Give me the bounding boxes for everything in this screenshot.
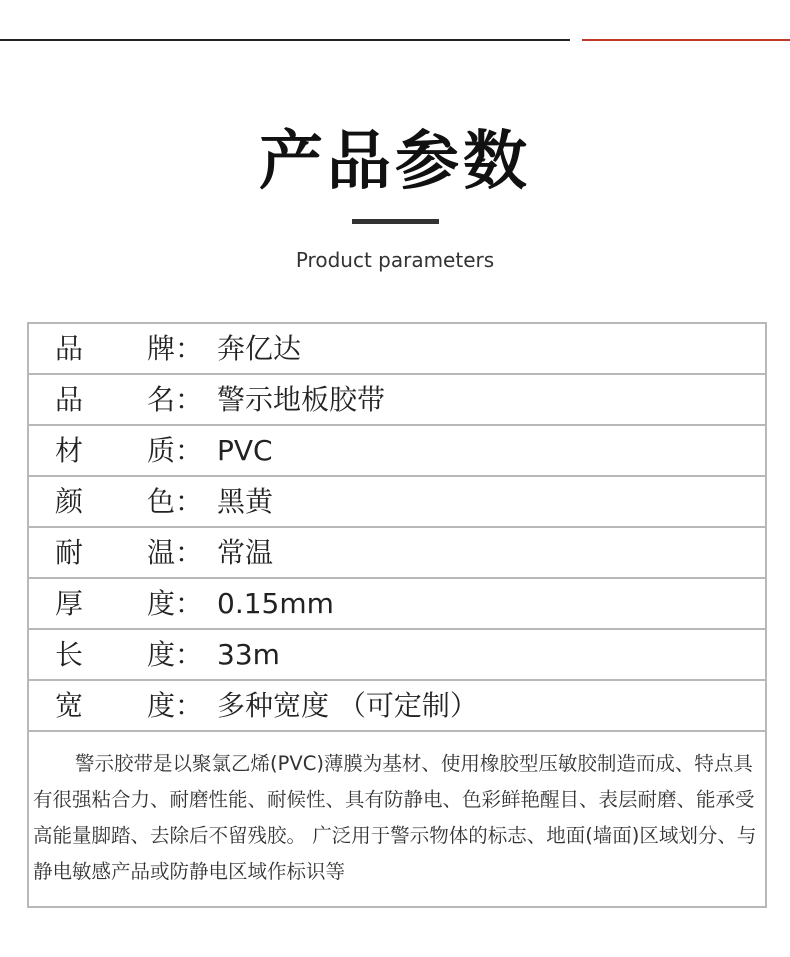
spec-label-char1: 品 <box>55 332 84 365</box>
spec-label-char1: 颜 <box>55 485 84 518</box>
spec-value: 33m <box>217 638 280 671</box>
spec-row-brand <box>29 324 765 375</box>
top-divider-dark <box>0 39 570 41</box>
top-divider-red <box>582 39 790 41</box>
spec-label-char1: 宽 <box>55 689 84 722</box>
spec-label-char2: 牌： <box>147 332 204 365</box>
spec-row-color <box>29 477 765 528</box>
spec-label-char2: 色： <box>147 485 204 518</box>
spec-label-char1: 耐 <box>55 536 84 569</box>
spec-label-char2: 度： <box>147 638 204 671</box>
spec-value: PVC <box>217 434 273 467</box>
spec-label-char1: 材 <box>55 434 84 467</box>
spec-row-length <box>29 630 765 681</box>
product-description: 警示胶带是以聚氯乙烯(PVC)薄膜为基材、使用橡胶型压敏胶制造而成、特点具有很强粘合力、耐磨性能、耐候性、具有防静电、色彩鲜艳醒目、表层耐磨、能承受高能量脚踏、去除后不留残胶。 广泛用于警示物体的标志、地面(墙面)区域划分、与静电敏感产品或防静电区域作标识等 <box>33 752 757 883</box>
title-underline <box>352 219 439 224</box>
spec-value: 黑黄 <box>217 485 274 518</box>
spec-value: 常温 <box>217 536 274 569</box>
spec-value: 多种宽度 （可定制） <box>217 689 478 722</box>
spec-label-char2: 质： <box>147 434 204 467</box>
spec-row-thickness <box>29 579 765 630</box>
spec-row-name <box>29 375 765 426</box>
spec-value: 0.15mm <box>217 587 334 620</box>
spec-value: 奔亿达 <box>217 332 302 365</box>
spec-table <box>27 322 767 908</box>
spec-row-width <box>29 681 765 732</box>
spec-label-char2: 度： <box>147 689 204 722</box>
spec-row-temperature <box>29 528 765 579</box>
spec-label-char2: 温： <box>147 536 204 569</box>
page-title: 产品参数 <box>259 125 531 199</box>
spec-label-char1: 品 <box>55 383 84 416</box>
spec-row-material <box>29 426 765 477</box>
spec-label-char2: 名： <box>147 383 204 416</box>
page-subtitle: Product parameters <box>295 248 495 272</box>
spec-value: 警示地板胶带 <box>217 383 386 416</box>
spec-label-char1: 长 <box>55 638 84 671</box>
spec-label-char2: 度： <box>147 587 204 620</box>
spec-label-char1: 厚 <box>55 587 84 620</box>
